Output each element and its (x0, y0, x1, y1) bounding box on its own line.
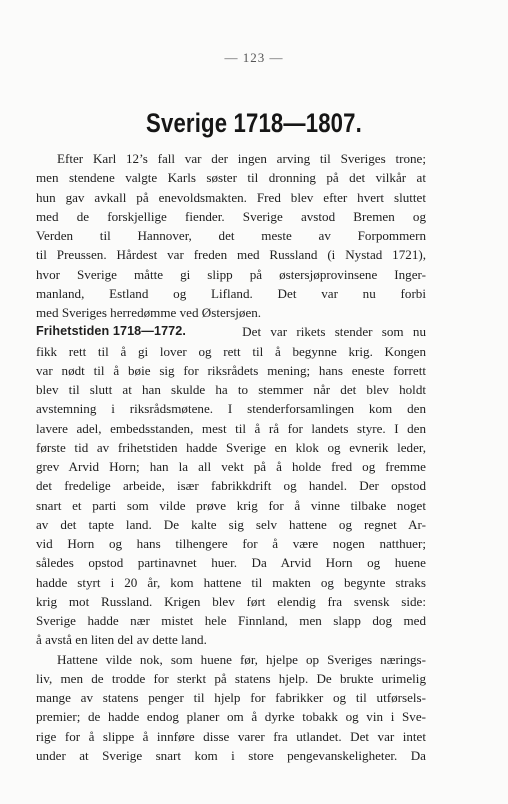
text-line: manland, Estland og Lifland. Det var nu forbi (36, 285, 426, 301)
paragraph-3 (36, 650, 426, 766)
text-line: snart et parti som vilde prøve krig for å vinne tilbake noget (36, 497, 426, 513)
text-line: Verden til Hannover, det meste av Forpommern (36, 228, 426, 243)
text-line: Sverige hadde nær mistet hele Finnland, men slapp dog med (36, 613, 426, 628)
text-line: med Sveriges herredømme ved Østersjøen. (36, 305, 262, 320)
text-line: men stendene valgte Karls søster til dronning på det vilkår at (36, 170, 426, 186)
text-line: å avstå en liten del av dette land. (36, 632, 207, 648)
paragraph-2 (36, 322, 426, 649)
chapter-title: Sverige 1718—1807. (146, 108, 362, 138)
paragraph-1 (36, 149, 426, 322)
text-line: Det var rikets stender som nu (242, 324, 426, 340)
text-line: grev Arvid Horn; han la all vekt på å holde fred og fremme (36, 459, 426, 474)
text-line: således opstod partinavnet huer. Da Arvid Horn og huene (36, 555, 426, 571)
text-line: krig mot Russland. Krigen blev ført elendig fra svensk side: (36, 593, 426, 609)
text-line: hun gav avkall på enevoldsmakten. Fred blev efter hvert sluttet (36, 189, 426, 205)
text-line: blev til slutt at han skulde ha to stemmer når det blev holdt (36, 382, 426, 397)
text-line: avstemning i riksrådsmøtene. I stenderforsamlingen kom den (36, 401, 426, 417)
body-text (36, 149, 426, 765)
text-line: hvor Sverige måtte gi slipp på østersjøprovinsene Inger- (36, 266, 426, 282)
section-heading: Frihetstiden 1718—1772. (36, 324, 186, 339)
text-line: av det tapte land. De kalte sig selv hattene og regnet Ar- (36, 516, 426, 532)
text-line: Hattene vilde nok, som huene før, hjelpe op Sveriges nærings- (57, 651, 426, 667)
text-line: hadde styrt i 20 år, kom hattene til makten og begynte straks (36, 574, 426, 590)
text-line: med de forskjellige fiender. Sverige avstod Bremen og (36, 208, 426, 224)
page-number: — 123 — (224, 50, 284, 65)
text-line: første tid av frihetstiden hadde Sverige en klok og evnerik leder, (36, 439, 426, 455)
text-line: Efter Karl 12’s fall var der ingen arving til Sveriges trone; (57, 151, 426, 166)
text-line: fikk rett til å gi lover og rett til å begynne krig. Kongen (36, 343, 426, 359)
text-line: til Preussen. Hårdest var freden med Russland (i Nystad 1721), (36, 247, 426, 263)
text-line: premier; de hadde endog planer om å dyrke tobakk og vin i Sve- (36, 709, 426, 725)
text-line: vid Horn og hans tilhengere for å være nogen natthuer; (36, 536, 426, 551)
text-line: liv, men de trodde for sterkt på statens hjelp. De brukte urimelig (36, 670, 426, 686)
text-line: lavere adel, embedsstanden, mest til å rå for landets styre. I den (36, 420, 426, 436)
text-line: var nødt til å bøie sig for riksrådets mening; hans eneste forrett (36, 362, 426, 378)
text-line: under at Sverige snart kom i store pengevanskeligheter. Da (36, 747, 426, 763)
text-line: rige for å slippe å innføre disse varer fra utlandet. Det var intet (36, 728, 426, 744)
text-line: det fredelige arbeide, især fabrikkdrift og handel. Der opstod (36, 478, 426, 494)
heading-line (36, 322, 426, 341)
text-line: mange av statens penger til hjelp for fabrikker og til utførsels- (36, 690, 426, 705)
